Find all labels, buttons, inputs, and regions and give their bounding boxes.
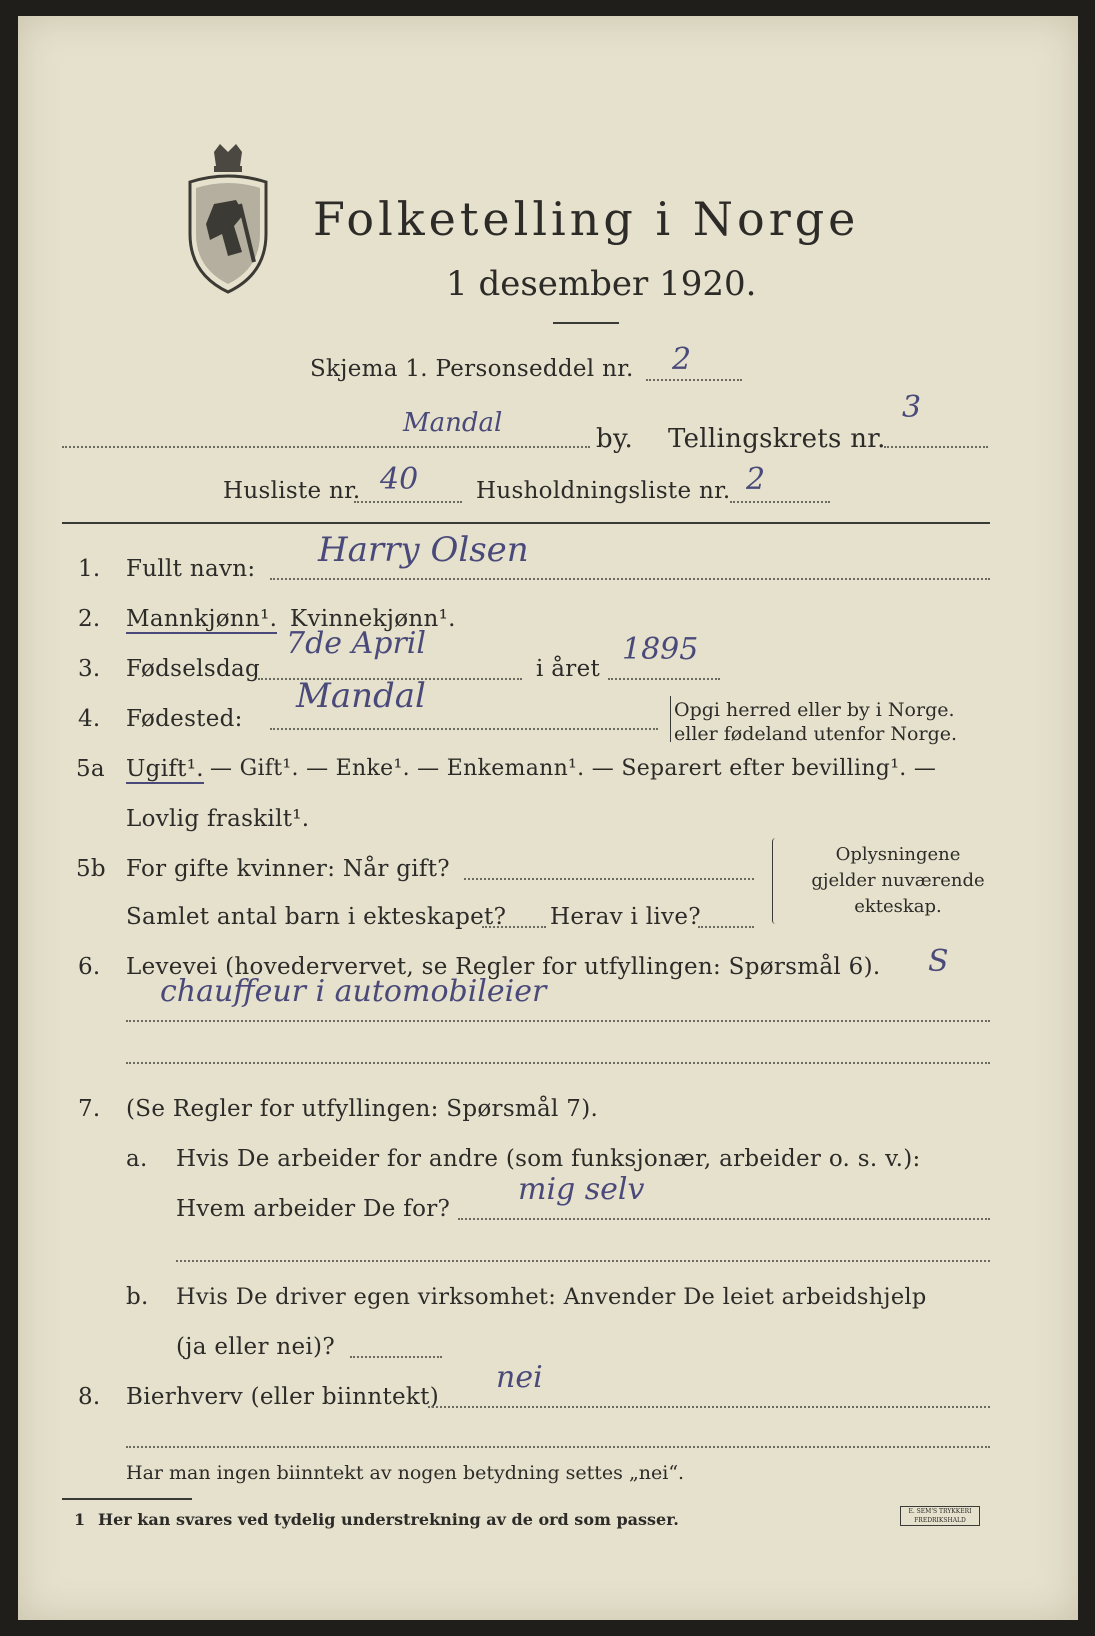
skjema-line <box>646 379 742 381</box>
sex-male-option[interactable]: Mannkjønn¹. <box>126 606 278 632</box>
employer-line <box>458 1218 990 1220</box>
skjema-nr: 2 <box>672 342 692 377</box>
q3-label: Fødselsdag <box>126 656 261 682</box>
title-divider <box>553 322 619 324</box>
printer-stamp: E. SEM'S TRYKKERI FREDRIKSHALD <box>900 1506 980 1526</box>
side-income-value: nei <box>496 1360 543 1395</box>
q7b-line2: (ja eller nei)? <box>176 1334 335 1360</box>
q4-label: Fødested: <box>126 706 243 732</box>
marriage-note <box>788 842 1008 920</box>
birthdate-value: 7de April <box>286 626 426 661</box>
employer-line-2 <box>176 1260 990 1262</box>
q1-label: Fullt navn: <box>126 556 256 582</box>
husholdning-nr: 2 <box>746 462 766 497</box>
birthplace-value: Mandal <box>296 676 426 716</box>
q7b-letter: b. <box>126 1284 149 1310</box>
q7-number: 7. <box>78 1096 101 1122</box>
q5b-married-label: For gifte kvinner: Når gift? <box>126 856 450 882</box>
q7a-line2: Hvem arbeider De for? <box>176 1196 451 1222</box>
alive-line <box>698 926 754 928</box>
children-line <box>482 926 546 928</box>
husliste-nr: 40 <box>380 462 419 497</box>
krets-nr: 3 <box>902 390 922 425</box>
marriage-note-1: Oplysningene <box>835 844 961 865</box>
coat-of-arms-icon <box>184 144 272 294</box>
birthplace-note-1: Opgi herred eller by i Norge. <box>674 699 955 721</box>
birthplace-line <box>270 728 658 730</box>
husliste-line <box>354 501 462 503</box>
q2-number: 2. <box>78 606 101 632</box>
by-label: by. <box>596 424 634 454</box>
town-value: Mandal <box>403 408 503 438</box>
ugift-option[interactable]: Ugift¹. <box>126 756 204 782</box>
sex-female-option[interactable]: Kvinnekjønn¹. <box>290 606 456 632</box>
occupation-line-1 <box>126 1020 990 1022</box>
krets-label: Tellingskrets nr. <box>668 424 886 454</box>
husholdning-line <box>730 501 830 503</box>
q5b-number: 5b <box>76 856 106 882</box>
skjema-label: Skjema 1. Personseddel nr. <box>310 356 634 382</box>
birthplace-bracket <box>670 696 677 742</box>
town-line <box>62 446 590 448</box>
census-form <box>18 16 1078 1620</box>
full-name-value: Harry Olsen <box>318 530 529 570</box>
occupation-line-2 <box>126 1062 990 1064</box>
q6-number: 6. <box>78 954 101 980</box>
q5a-number: 5a <box>76 756 105 782</box>
census-date: 1 desember 1920. <box>446 264 757 304</box>
footnote-rule <box>62 1498 192 1500</box>
q3-number: 3. <box>78 656 101 682</box>
occupation-value: chauffeur i automobileier <box>160 974 547 1009</box>
married-date-line <box>464 878 754 880</box>
year-label: i året <box>536 656 601 682</box>
q7b-line1: Hvis De driver egen virksomhet: Anvender De leiet arbeidshjelp <box>176 1284 927 1310</box>
footnote-mark: 1 <box>74 1510 86 1529</box>
occupation-code: S <box>928 944 949 979</box>
fraskilt-option[interactable]: Lovlig fraskilt¹. <box>126 806 310 832</box>
q8-label: Bierhverv (eller biinntekt) <box>126 1384 439 1410</box>
side-income-line-2 <box>126 1446 990 1448</box>
footnote-text: Her kan svares ved tydelig understrekning av de ord som passer. <box>98 1510 679 1529</box>
husholdning-label: Husholdningsliste nr. <box>476 478 731 504</box>
q1-number: 1. <box>78 556 101 582</box>
marital-options[interactable]: — Gift¹. — Enke¹. — Enkemann¹. — Separert efter bevilling¹. — <box>210 756 937 781</box>
year-line <box>608 678 720 680</box>
q7a-line1: Hvis De arbeider for andre (som funksjonær, arbeider o. s. v.): <box>176 1146 921 1172</box>
marriage-bracket <box>772 838 779 924</box>
husliste-label: Husliste nr. <box>223 478 361 504</box>
q7a-letter: a. <box>126 1146 148 1172</box>
birthplace-note <box>674 698 957 746</box>
q5b-alive-label: Herav i live? <box>550 904 701 930</box>
hired-help-line <box>350 1356 442 1358</box>
birth-year-value: 1895 <box>622 632 699 667</box>
side-income-line <box>428 1406 990 1408</box>
q5b-children-label: Samlet antal barn i ekteskapet? <box>126 904 507 930</box>
marriage-note-3: ekteskap. <box>854 896 942 917</box>
header-rule <box>62 522 990 524</box>
krets-line <box>884 446 988 448</box>
q4-number: 4. <box>78 706 101 732</box>
nei-note: Har man ingen biinntekt av nogen betydning settes „nei“. <box>126 1462 685 1484</box>
birthplace-note-2: eller fødeland utenfor Norge. <box>674 723 958 745</box>
q1-line <box>270 578 990 580</box>
form-title: Folketelling i Norge <box>313 192 860 246</box>
q7-label: (Se Regler for utfyllingen: Spørsmål 7). <box>126 1096 599 1122</box>
q8-number: 8. <box>78 1384 101 1410</box>
employer-value: mig selv <box>518 1172 645 1207</box>
q6-label: Levevei (hovedervervet, se Regler for utfyllingen: Spørsmål 6). <box>126 954 881 980</box>
marriage-note-2: gjelder nuværende <box>811 870 985 891</box>
